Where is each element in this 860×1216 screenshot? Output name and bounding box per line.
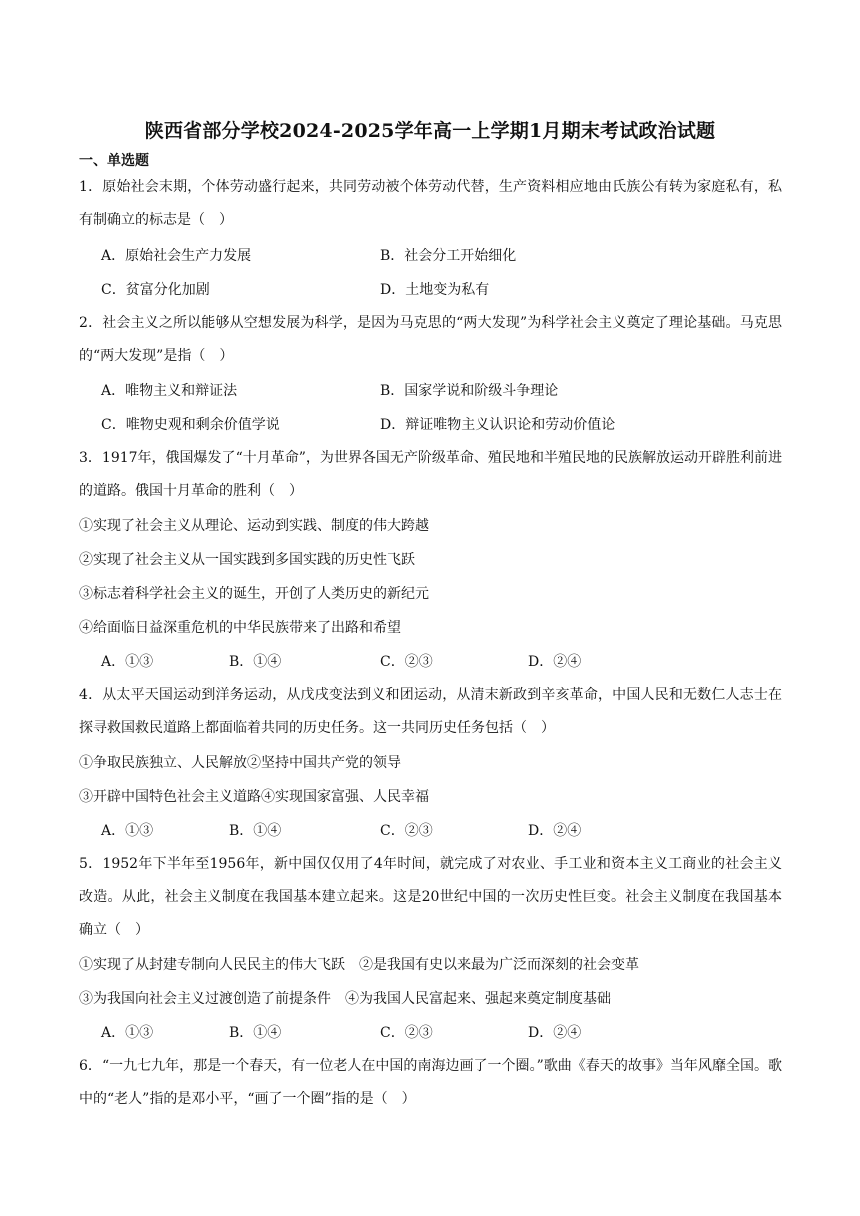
- q5-option-c[interactable]: C．②③: [380, 1025, 433, 1041]
- q5-statement-1: ①实现了从封建专制向人民民主的伟大飞跃 ②是我国有史以来最为广泛而深刻的社会变革: [79, 957, 639, 973]
- q4-option-b[interactable]: B．①④: [229, 823, 282, 839]
- q3-option-d[interactable]: D．②④: [528, 654, 582, 670]
- q1-option-c[interactable]: C．贫富分化加剧: [101, 282, 210, 298]
- q2-option-a[interactable]: A．唯物主义和辩证法: [101, 383, 238, 399]
- q2-option-d[interactable]: D．辩证唯物主义认识论和劳动价值论: [380, 417, 616, 433]
- q5-option-d[interactable]: D．②④: [528, 1025, 582, 1041]
- q3-statement-4: ④给面临日益深重危机的中华民族带来了出路和希望: [79, 620, 401, 636]
- q4-statement-1: ①争取民族独立、人民解放②坚持中国共产党的领导: [79, 755, 401, 771]
- q5-option-a[interactable]: A．①③: [101, 1025, 154, 1041]
- question-6-stem: 6．“一九七九年，那是一个春天，有一位老人在中国的南海边画了一个圈。”歌曲《春天的故事》当年风靡全国。歌中的“老人”指的是邓小平，“画了一个圈”指的是（ ）: [79, 1058, 782, 1107]
- question-4-stem: 4．从太平天国运动到洋务运动，从戊戌变法到义和团运动，从清末新政到辛亥革命，中国人民和无数仁人志士在探寻救国救民道路上都面临着共同的历史任务。这一共同历史任务包括（ ）: [79, 687, 782, 736]
- q1-option-b[interactable]: B．社会分工开始细化: [380, 248, 517, 264]
- q1-option-a[interactable]: A．原始社会生产力发展: [101, 248, 252, 264]
- q3-statement-3: ③标志着科学社会主义的诞生，开创了人类历史的新纪元: [79, 586, 429, 602]
- exam-title: 陕西省部分学校2024-2025学年高一上学期1月期末考试政治试题: [144, 120, 716, 142]
- question-3-stem: 3．1917年，俄国爆发了“十月革命”，为世界各国无产阶级革命、殖民地和半殖民地的民族解放运动开辟胜利前进的道路。俄国十月革命的胜利（ ）: [79, 450, 782, 499]
- q4-option-c[interactable]: C．②③: [380, 823, 433, 839]
- question-1-stem: 1．原始社会末期，个体劳动盛行起来，共同劳动被个体劳动代替，生产资料相应地由氏族公有转为家庭私有，私有制确立的标志是（ ）: [79, 179, 782, 228]
- q4-option-d[interactable]: D．②④: [528, 823, 582, 839]
- q1-option-d[interactable]: D．土地变为私有: [380, 282, 490, 298]
- q3-option-b[interactable]: B．①④: [229, 654, 282, 670]
- section-heading: 一、单选题: [79, 153, 149, 169]
- q2-option-c[interactable]: C．唯物史观和剩余价值学说: [101, 417, 280, 433]
- q3-statement-2: ②实现了社会主义从一国实践到多国实践的历史性飞跃: [79, 552, 415, 568]
- q2-option-b[interactable]: B．国家学说和阶级斗争理论: [380, 383, 559, 399]
- q3-option-a[interactable]: A．①③: [101, 654, 154, 670]
- q4-statement-2: ③开辟中国特色社会主义道路④实现国家富强、人民幸福: [79, 789, 429, 805]
- q3-option-c[interactable]: C．②③: [380, 654, 433, 670]
- question-5-stem: 5．1952年下半年至1956年，新中国仅仅用了4年时间，就完成了对农业、手工业和资本主义工商业的社会主义改造。从此，社会主义制度在我国基本建立起来。这是20世纪中国的一次历史性巨变。社会主义制度在我国基本确立（ ）: [79, 856, 782, 938]
- question-2-stem: 2．社会主义之所以能够从空想发展为科学，是因为马克思的“两大发现”为科学社会主义奠定了理论基础。马克思的“两大发现”是指（ ）: [79, 315, 782, 364]
- q4-option-a[interactable]: A．①③: [101, 823, 154, 839]
- q5-option-b[interactable]: B．①④: [229, 1025, 282, 1041]
- q3-statement-1: ①实现了社会主义从理论、运动到实践、制度的伟大跨越: [79, 518, 429, 534]
- q5-statement-2: ③为我国向社会主义过渡创造了前提条件 ④为我国人民富起来、强起来奠定制度基础: [79, 991, 611, 1007]
